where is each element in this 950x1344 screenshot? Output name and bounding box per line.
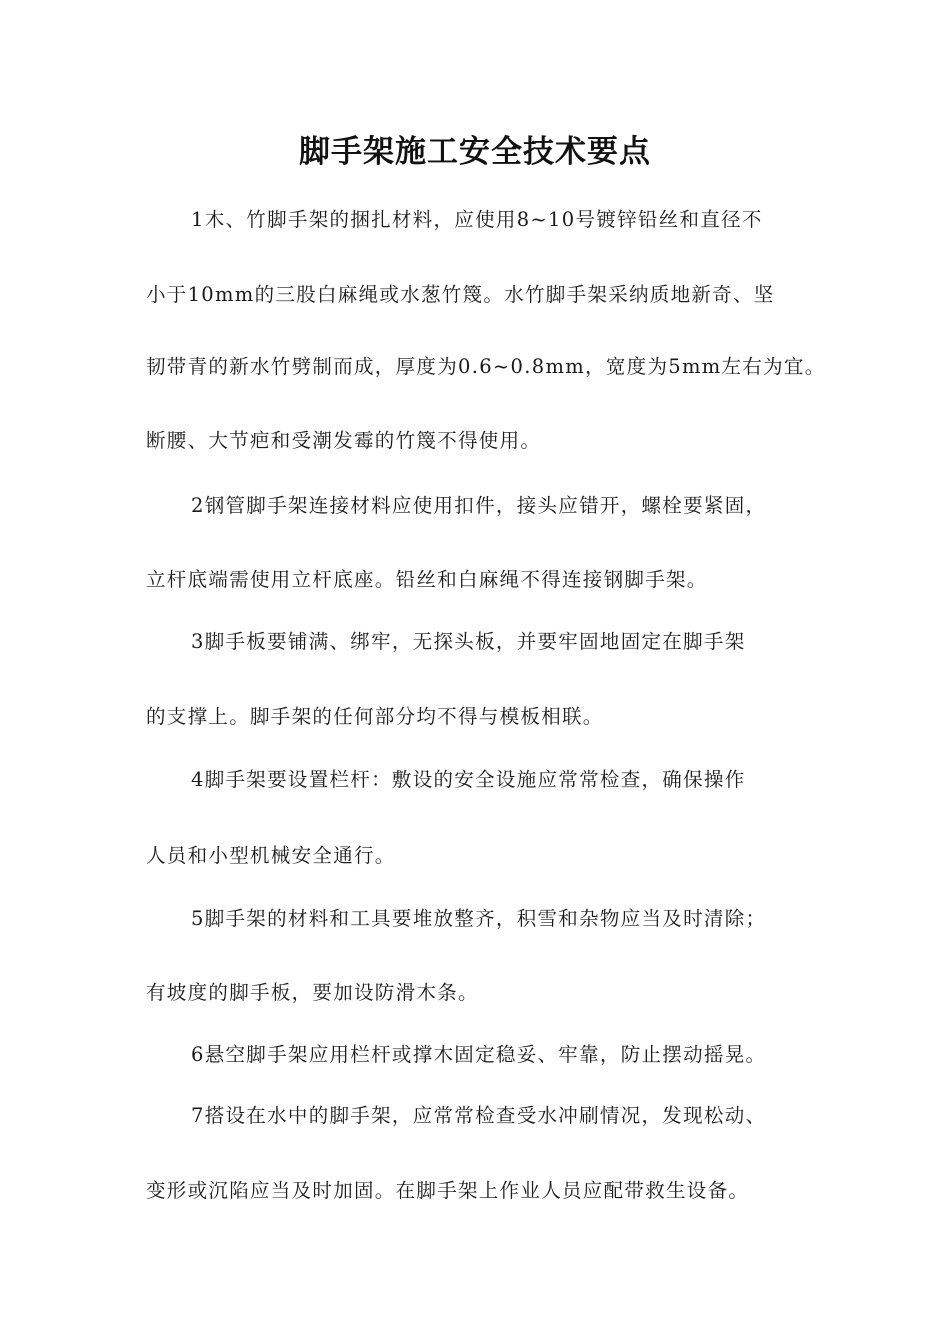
paragraph-7-line-2: 变形或沉陷应当及时加固。在脚手架上作业人员应配带救生设备。 — [146, 1179, 750, 1202]
paragraph-1-line-2: 小于10mm的三股白麻绳或水葱竹篾。水竹脚手架采纳质地新奇、坚 — [146, 283, 775, 306]
paragraph-7-line-1: 7搭设在水中的脚手架，应常常检查受水冲刷情况，发现松动、 — [191, 1104, 767, 1127]
paragraph-5-line-1: 5脚手架的材料和工具要堆放整齐，积雪和杂物应当及时清除； — [191, 907, 767, 930]
paragraph-1-line-4: 断腰、大节疤和受潮发霉的竹篾不得使用。 — [146, 429, 542, 452]
paragraph-4-line-2: 人员和小型机械安全通行。 — [146, 844, 396, 867]
paragraph-2-line-1: 2钢管脚手架连接材料应使用扣件，接头应错开，螺栓要紧固， — [191, 494, 767, 517]
paragraph-3-line-2: 的支撑上。脚手架的任何部分均不得与模板相联。 — [146, 705, 604, 728]
paragraph-3-line-1: 3脚手板要铺满、绑牢，无探头板，并要牢固地固定在脚手架 — [191, 630, 746, 653]
paragraph-6-line-1: 6悬空脚手架应用栏杆或撑木固定稳妥、牢靠，防止摆动摇晃。 — [191, 1043, 767, 1066]
paragraph-1-line-1: 1木、竹脚手架的捆扎材料，应使用8~10号镀锌铅丝和直径不 — [191, 208, 763, 231]
paragraph-2-line-2: 立杆底端需使用立杆底座。铅丝和白麻绳不得连接钢脚手架。 — [146, 568, 708, 591]
paragraph-5-line-2: 有坡度的脚手板，要加设防滑木条。 — [146, 981, 479, 1004]
paragraph-1-line-3: 韧带青的新水竹劈制而成，厚度为0.6~0.8mm，宽度为5mm左右为宜。 — [146, 355, 826, 378]
document-title: 脚手架施工安全技术要点 — [299, 134, 651, 170]
paragraph-4-line-1: 4脚手架要设置栏杆：敷设的安全设施应常常检查，确保操作 — [191, 768, 746, 791]
